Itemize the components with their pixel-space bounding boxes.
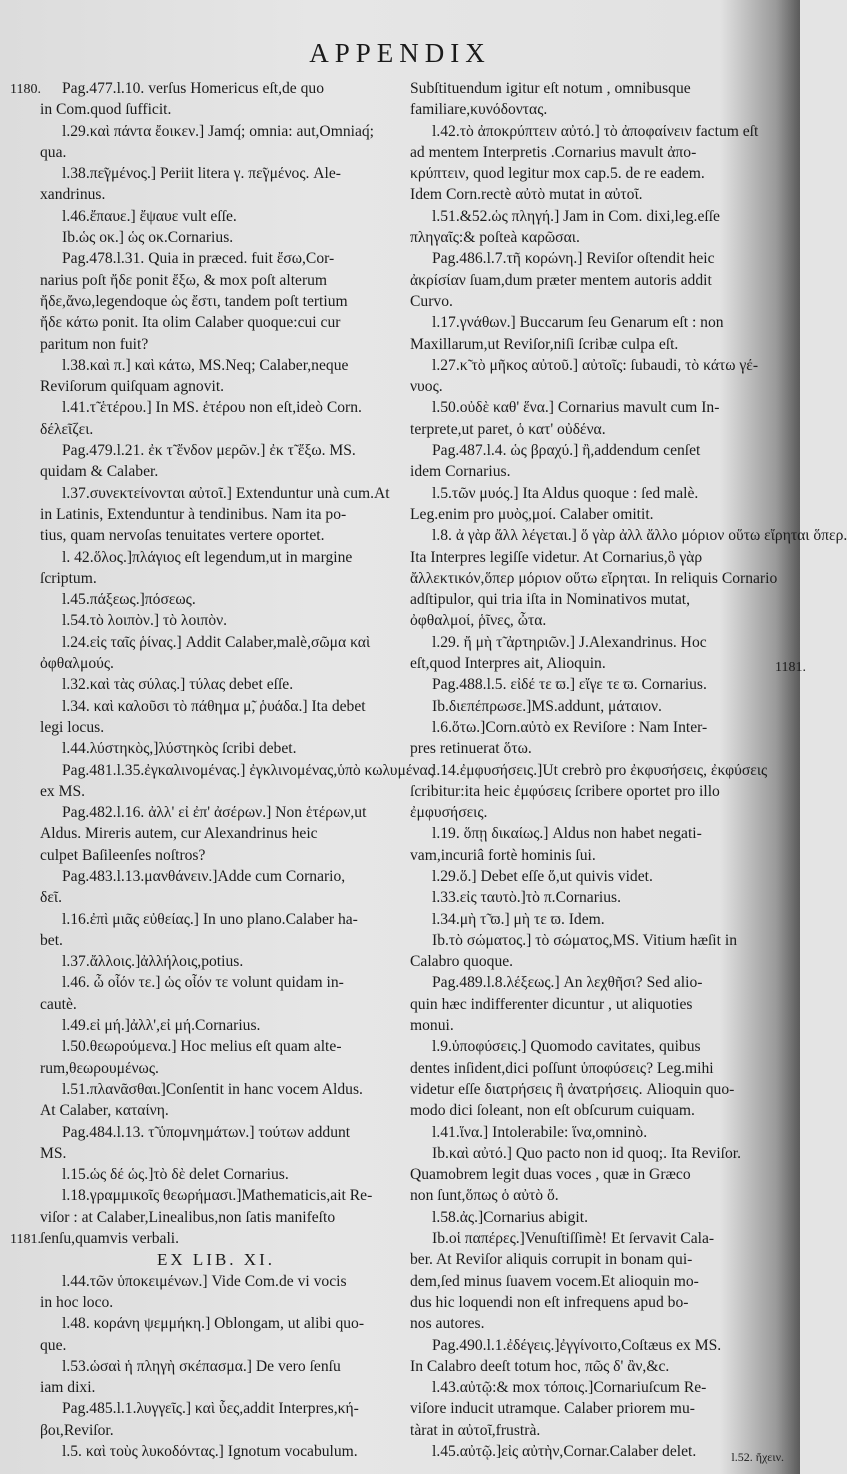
left-text-line: bet. <box>40 931 63 949</box>
page-header: APPENDIX <box>309 38 491 68</box>
left-text-line: δέλεῖζει. <box>40 420 94 438</box>
left-text-line: l.38.πε̃γμένος.] Periit litera γ. πε̃γμένος. Ale- <box>62 165 342 183</box>
left-text-line: Pag.478.l.31. Quia in præced. fuit ἔσω,Cor- <box>62 250 335 268</box>
right-text-line: Maxillarum,ut Reviſor,niſi ſcribæ culpa eſt. <box>410 335 679 353</box>
right-text-line: Calabro quoque. <box>410 953 514 971</box>
right-text-line: l.27.κ̃ τὸ μῆκος αὐτοῦ.] αὐτοῖς: ſubaudi, τὸ κάτω γέ- <box>432 356 759 374</box>
right-text-line: Pag.489.l.8.λέξεως.] An λεχθῆσι? Sed alio- <box>432 974 703 992</box>
left-text-line: l.37.ἄλλοις.]ἀλλήλοις,potius. <box>62 953 244 971</box>
left-text-line: l.49.εἰ μή.]ἀλλ',εἰ μή.Cornarius. <box>62 1017 261 1035</box>
right-text-line: ὀφθαλμοί, ῥῖνες, ὦτα. <box>410 612 547 630</box>
right-text-line: l.17.γνάθων.] Buccarum ſeu Genarum eſt : non <box>432 314 724 332</box>
left-text-line: Reviſorum quiſquam agnovit. <box>40 378 225 396</box>
left-text-line: l.50.θεωρούμενα.] Hoc melius eſt quam alte- <box>62 1038 342 1056</box>
left-text-line: Pag.482.l.16. ἀλλ' εἰ ἐπ' ἀσέρων.] Non ἑτέρων,ut <box>62 804 367 822</box>
right-text-line: l.58.ἀς.]Cornarius abigit. <box>432 1208 588 1226</box>
right-text-line: νυος. <box>410 378 443 396</box>
catchword: l.52. ἤχειν. <box>731 1450 784 1464</box>
right-text-line: Ib.διεπέπρωσε.]MS.addunt, μάταιον. <box>432 697 662 715</box>
right-text-line: dem,ſed minus ſuavem vocem.Et alioquin mo- <box>410 1272 699 1290</box>
right-text-line: dus hic loquendi non eſt infrequens apud bo- <box>410 1293 689 1311</box>
right-text-line: Ita Interpres legiſſe videtur. At Cornarius,ὃ γὰρ <box>410 548 703 566</box>
right-text-line: quin hæc indifferenter dicuntur , ut aliquoties <box>410 995 693 1013</box>
left-text-line: ἤδε,ἄνω,legendoque ὡς ἔστι, tandem poſt tertium <box>40 292 348 310</box>
margin-number-1181-left: 1181. <box>10 1232 41 1247</box>
left-text-line: cautè. <box>40 995 77 1013</box>
right-text-line: Subſtituendum igitur eſt notum , omnibusque <box>410 80 691 97</box>
left-text-line: Pag.479.l.21. ἐκ τ̃ ἔνδον μερῶν.] ἐκ τ̃ ἔξω. MS. <box>62 442 356 460</box>
left-text-line: l.46.ἔπαυε.] ἔψαυε vult eſſe. <box>62 207 237 225</box>
left-text-line: ſenſu,quamvis verbali. <box>40 1230 180 1248</box>
right-text-line: Ib.καὶ αὐτό.] Quo pacto non id quoq;. Ita Reviſor. <box>432 1144 742 1162</box>
right-text-line: ſcribitur:ita heic ἐμφύσεις ſcribere oportet pro illo <box>410 782 720 800</box>
right-text-line: tàrat in αὐτοῖ,frustrà. <box>410 1421 541 1439</box>
right-text-line: Pag.488.l.5. εἰδέ τε ϖ.] εἴγε τε ϖ. Cornarius. <box>432 676 707 694</box>
right-text-line: Idem Corn.rectè αὐτὸ mutat in αὐτοῖ. <box>410 186 643 204</box>
right-text-line: Leg.enim pro μυὸς,μοί. Calaber omitit. <box>410 505 654 523</box>
right-text-line: l.19. ὅπῃ δικαίως.] Aldus non habet negati- <box>432 825 702 843</box>
right-text-line: viſore inducit utramque. Calaber priorem mu- <box>410 1400 695 1418</box>
right-text-line: Ib.οἱ παπέρες.]Venuſtiſſimè! Et ſervavit Cala- <box>432 1230 715 1248</box>
left-text-line: in Latinis, Extenduntur à tendinibus. Nam ita po- <box>40 505 347 523</box>
left-text-line: culpet Baſileenſes noſtros? <box>40 846 206 864</box>
right-text-line: πληγαῖς:& poſteà καρῶσαι. <box>410 229 580 247</box>
left-text-line: Ib.ὡς οκ.] ὡς οκ.Cornarius. <box>62 229 234 247</box>
left-text-line: l. 42.ὅλος.]πλάγιος eſt legendum,ut in margine <box>62 548 353 566</box>
left-text-line: l.41.τ̃ ἑτέρου.] In MS. ἑτέρου non eſt,ideò Corn. <box>62 399 362 417</box>
left-text-line: quidam & Calaber. <box>40 463 159 481</box>
left-text-line: EX LIB. XI. <box>157 1250 275 1270</box>
right-text-line: eſt,quod Interpres ait, Alioquin. <box>410 655 606 673</box>
left-text-line: l.32.καὶ τὰς σύλας.] τύλας debet eſſe. <box>62 676 294 694</box>
left-text-line: l.29.καὶ πάντα ἔοικεν.] Jamq́; omnia: aut,Omniaq́; <box>62 122 374 140</box>
left-text-line: tius, quam nervoſas tenuitates vertere oportet. <box>40 527 325 545</box>
left-text-line: l.16.ἐπὶ μιᾶς εὐθείας.] In uno plano.Calaber ha- <box>62 910 358 928</box>
right-text-line: familiare,κυνόδοντας. <box>410 101 548 119</box>
right-text-line: idem Cornarius. <box>410 463 511 481</box>
right-text-line: Pag.490.l.1.ἐδέγεις.]ἐγγίνοιτο,Coſtæus ex MS. <box>432 1336 722 1354</box>
left-text-line: l.38.καὶ π.] καὶ κάτω, MS.Neq; Calaber,neque <box>62 356 349 374</box>
left-text-line: ἤδε κάτω ponit. Ita olim Calaber quoque:cui cur <box>40 314 341 332</box>
left-text-line: in Com.quod ſufficit. <box>40 101 172 119</box>
left-text-line: Pag.484.l.13. τ̃ ὑπομνημάτων.] τούτων addunt <box>62 1123 351 1141</box>
right-text-line: Pag.486.l.7.τῆ κορώνη.] Reviſor oſtendit heic <box>432 250 715 268</box>
left-text-line: Pag.477.l.10. verſus Homericus eſt,de quo <box>62 80 325 97</box>
left-text-line: MS. <box>40 1144 67 1162</box>
right-text-line: Curvo. <box>410 292 453 310</box>
right-text-line: l.14.ἐμφυσήσεις.]Ut crebrò pro ἐκφυσήσεις, ἐκφύσεις <box>432 761 768 779</box>
left-text-line: l.15.ὡς δέ ὡς.]τὸ δὲ delet Cornarius. <box>62 1166 289 1184</box>
left-text-line: Pag.481.l.35.ἐγκαλινομένας.] ἐγκλινομένας,ὑπὸ κωλυμένας <box>62 761 434 779</box>
left-text-line: l.45.πάξεως.]πόσεως. <box>62 591 196 609</box>
right-text-line: κρύπτειν, quod legitur mox cap.5. de re eadem. <box>410 165 705 183</box>
right-text-line: l.41.ἵνα.] Intolerabile: ἵνα,omninò. <box>432 1123 648 1141</box>
right-text-line: ad mentem Interpretis .Cornarius mavult ἀπο- <box>410 143 697 161</box>
left-text-line: qua. <box>40 143 67 161</box>
right-text-line: vam,incuriâ fortè hominis ſui. <box>410 846 596 864</box>
right-text-line: l.34.μὴ τ̃ ϖ.] μὴ τε ϖ. Idem. <box>432 910 605 928</box>
right-text-line: dentes inſident,dici poſſunt ὑποφύσεις? Leg.mihi <box>410 1059 714 1077</box>
left-text-line: in hoc loco. <box>40 1293 114 1311</box>
right-text-line: l.6.ὅτω.]Corn.αὐτὸ ex Reviſore : Nam Inter- <box>432 718 708 736</box>
left-text-line: Aldus. Mireris autem, cur Alexandrinus heic <box>40 825 318 843</box>
right-text-line: ἐμφυσήσεις. <box>410 804 488 822</box>
right-text-line: nos autores. <box>410 1315 485 1333</box>
right-text-line: Ib.τὸ σώματος.] τὸ σώματος,MS. Vitium hæſit in <box>432 931 737 949</box>
left-text-line: l.34. καὶ καλοῦσι τὸ πάθημα μ̃, ῥυάδα.] Ita debet <box>62 697 366 715</box>
right-text-line: monui. <box>410 1017 454 1035</box>
right-text-line: l.50.οὐδὲ καθ' ἕνα.] Cornarius mavult cum In- <box>432 399 720 417</box>
right-text-line: modo dici ſoleant, non eſt obſcurum cuiquam. <box>410 1102 695 1120</box>
margin-number-1181-right: 1181. <box>775 660 806 675</box>
right-text-line: l.29. ἤ μὴ τ̃ ἀρτηριῶν.] J.Alexandrinus. Hoc <box>432 633 707 651</box>
left-text-line: l.44.τῶν ὑποκειμένων.] Vide Com.de vi vocis <box>62 1272 347 1290</box>
left-text-line: Pag.485.l.1.λυγγεῖς.] καὶ ὗες,addit Interpres,κή- <box>62 1400 359 1418</box>
right-text-line: l.33.εἰς ταυτὸ.]τὸ π.Cornarius. <box>432 889 621 907</box>
right-text-line: l.9.ὑποφύσεις.] Quomodo cavitates, quibus <box>432 1038 701 1056</box>
left-text-line: rum,θεωρουμένως. <box>40 1059 159 1077</box>
right-text-line: l.42.τὸ ἀποκρύπτειν αὐτό.] τὸ ἀποφαίνειν factum eſt <box>432 122 759 140</box>
right-text-line: l.5.τῶν μυός.] Ita Aldus quoque : ſed malè. <box>432 484 699 502</box>
left-text-line: l.37.συνεκτείνονται αὐτοῖ.] Extenduntur unà cum.At <box>62 484 390 502</box>
left-text-line: ſcriptum. <box>40 569 97 587</box>
right-text-line: videtur eſſe διατρήσεις ἢ ἀνατρήσεις. Alioquin quo- <box>410 1080 735 1098</box>
right-text-line: l.43.αὐτῷ:& mox τόποις.]Cornariuſcum Re- <box>432 1379 707 1397</box>
left-text-line: l.46. ὦ οἷόν τε.] ὡς οἷόν τε volunt quidam in- <box>62 974 344 992</box>
right-text-line: non ſunt,ὅπως ὁ αὐτὸ ὅ. <box>410 1187 559 1205</box>
right-text-line: Quamobrem legit duas voces , quæ in Græco <box>410 1166 691 1184</box>
left-text-line: βοι,Reviſor. <box>40 1421 114 1439</box>
left-text-line: l.53.ὡσαὶ ἡ πληγὴ σκέπασμα.] De vero ſenſu <box>62 1357 341 1375</box>
left-text-line: iam dixi. <box>40 1379 96 1397</box>
left-text-line: l.5. καὶ τοὺς λυκοδόντας.] Ignotum vocabulum. <box>62 1443 358 1460</box>
right-text-line: l.8. ἀ γὰρ ἄλλ λέγεται.] ὅ γὰρ ἀλλ ἄλλο μόριον οὕτω εἴρηται ὅπερ. <box>432 527 847 545</box>
right-text-line: adſtipulor, qui tria iſta in Nominativos mutat, <box>410 591 691 609</box>
left-text-line: xandrinus. <box>40 186 106 204</box>
left-text-line: que. <box>40 1336 67 1354</box>
left-text-line: At Calaber, καταίνη. <box>40 1102 169 1120</box>
right-text-line: l.45.αὐτῷ.]εἰς αὐτὴν,Cornar.Calaber delet. <box>432 1443 697 1460</box>
right-text-line: terprete,ut paret, ὁ κατ' οὐδένα. <box>410 420 606 438</box>
right-text-line: In Calabro deeſt totum hoc, πῶς δ' ἂν,&c. <box>410 1357 670 1375</box>
left-text-line: paritum non fuit? <box>40 335 149 353</box>
right-text-line: ber. At Reviſor aliquis corrupit in bonam qui- <box>410 1251 693 1269</box>
left-text-line: l.44.λύστηκὸς,]λύστηκὸς ſcribi debet. <box>62 740 297 758</box>
left-text-line: l.48. κοράνη ψεμμήκη.] Oblongam, ut alibi quo- <box>62 1315 365 1333</box>
right-text-line: l.29.ὅ.] Debet eſſe ὅ,ut quivis videt. <box>432 867 653 885</box>
margin-number-1180: 1180. <box>10 82 41 97</box>
left-text-line: Pag.483.l.13.μανθάνειν.]Adde cum Cornario, <box>62 867 346 885</box>
left-text-line: l.54.τὸ λοιπὸν.] τὸ λοιπὸν. <box>62 612 228 630</box>
right-text-line: Pag.487.l.4. ὡς βραχύ.] ἢ,addendum cenſet <box>432 442 701 460</box>
left-text-line: legi locus. <box>40 718 105 736</box>
right-text-line: ἀκρίσίαν ſuam,dum præter mentem autoris addit <box>410 271 712 289</box>
left-text-line: ex MS. <box>40 782 86 800</box>
left-text-line: l.18.γραμμικοῖς θεωρήμασι.]Mathematicis,ait Re- <box>62 1187 373 1205</box>
left-text-line: viſor : at Calaber,Linealibus,non ſatis manifeſto <box>40 1208 336 1226</box>
left-text-line: l.51.πλανᾶσθαι.]Conſentit in hanc vocem Aldus. <box>62 1080 363 1098</box>
left-text-line: narius poſt ἤδε ponit ἔξω, & mox poſt alterum <box>40 271 328 289</box>
right-text-line: ἄλλεκτικόν,ὅπερ μόριον οὕτω εἴρηται. In reliquis Cornario <box>410 569 778 587</box>
right-text-line: pres retinuerat ὅτω. <box>410 740 532 758</box>
right-text-line: l.51.&52.ὡς πληγή.] Jam in Com. dixi,leg.eſſe <box>432 207 720 225</box>
left-text-line: δεῖ. <box>40 889 62 907</box>
left-text-line: ὀφθαλμούς. <box>40 655 114 673</box>
left-text-line: l.24.εἰς ταῖς ῥίνας.] Addit Calaber,malè,σῶμα καὶ <box>62 633 371 651</box>
